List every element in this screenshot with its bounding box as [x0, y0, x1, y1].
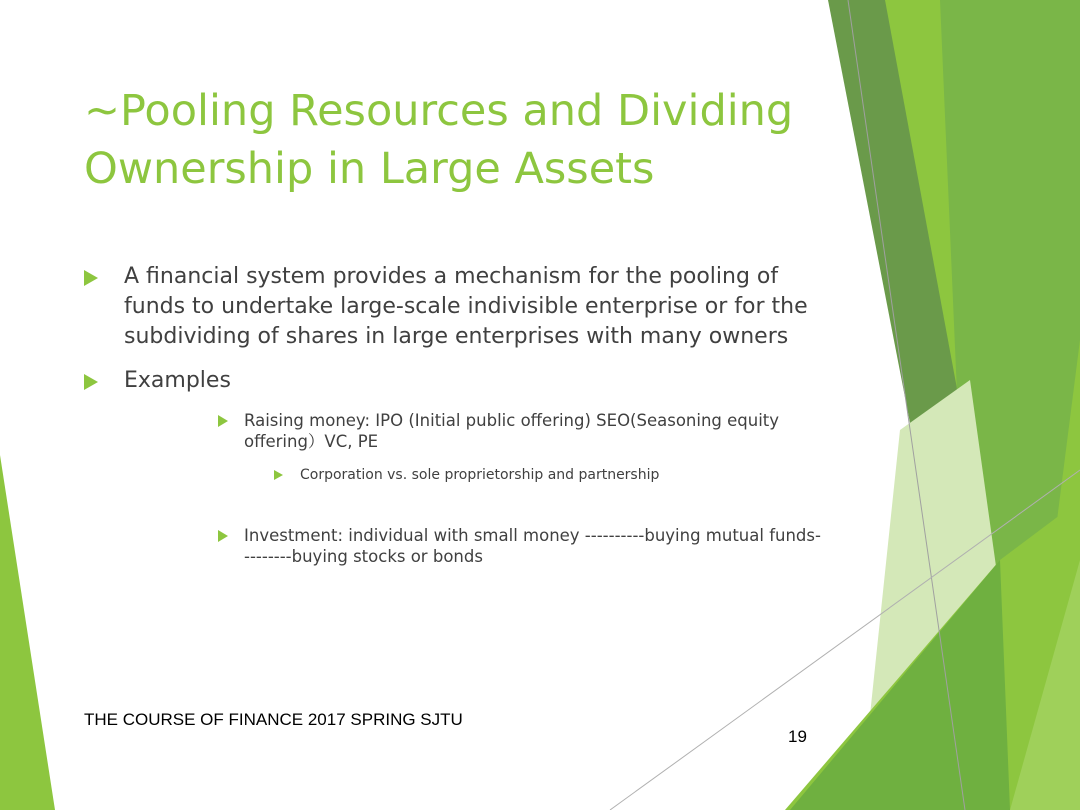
bullet-arrow-icon — [84, 374, 98, 390]
bullet-arrow-icon — [274, 470, 283, 480]
slide-title-line-2: Ownership in Large Assets — [84, 144, 655, 194]
sub-bullet-item — [218, 525, 824, 567]
slide-title-line-1: ~Pooling Resources and Dividing — [84, 86, 794, 136]
bullet-text: Corporation vs. sole proprietorship and partnership — [300, 467, 660, 483]
bullet-arrow-icon — [218, 530, 228, 542]
bullet-arrow-icon — [84, 270, 98, 286]
bullet-text: Investment: individual with small money ----------buying mutual funds---------buying stocks or bonds — [244, 526, 821, 566]
bullet-arrow-icon — [218, 415, 228, 427]
slide-footer: THE COURSE OF FINANCE 2017 SPRING SJTU — [84, 710, 463, 729]
bullet-text: Examples — [124, 368, 231, 393]
bullet-item — [84, 262, 824, 352]
bullet-text: A financial system provides a mechanism for the pooling of funds to undertake large-scale indivisible enterprise or for the subdividing of shares in large enterprises with many owners — [124, 264, 808, 349]
decor-left-sliver — [0, 455, 55, 810]
bullet-text: Raising money: IPO (Initial public offering) SEO(Seasoning equity offering）VC, PE — [244, 411, 780, 451]
bullet-item — [84, 366, 824, 396]
page-number: 19 — [788, 727, 807, 746]
sub-sub-bullet-item — [274, 465, 824, 485]
sub-bullet-item — [218, 410, 824, 452]
bullet-list — [84, 262, 824, 580]
slide-title — [84, 82, 824, 198]
